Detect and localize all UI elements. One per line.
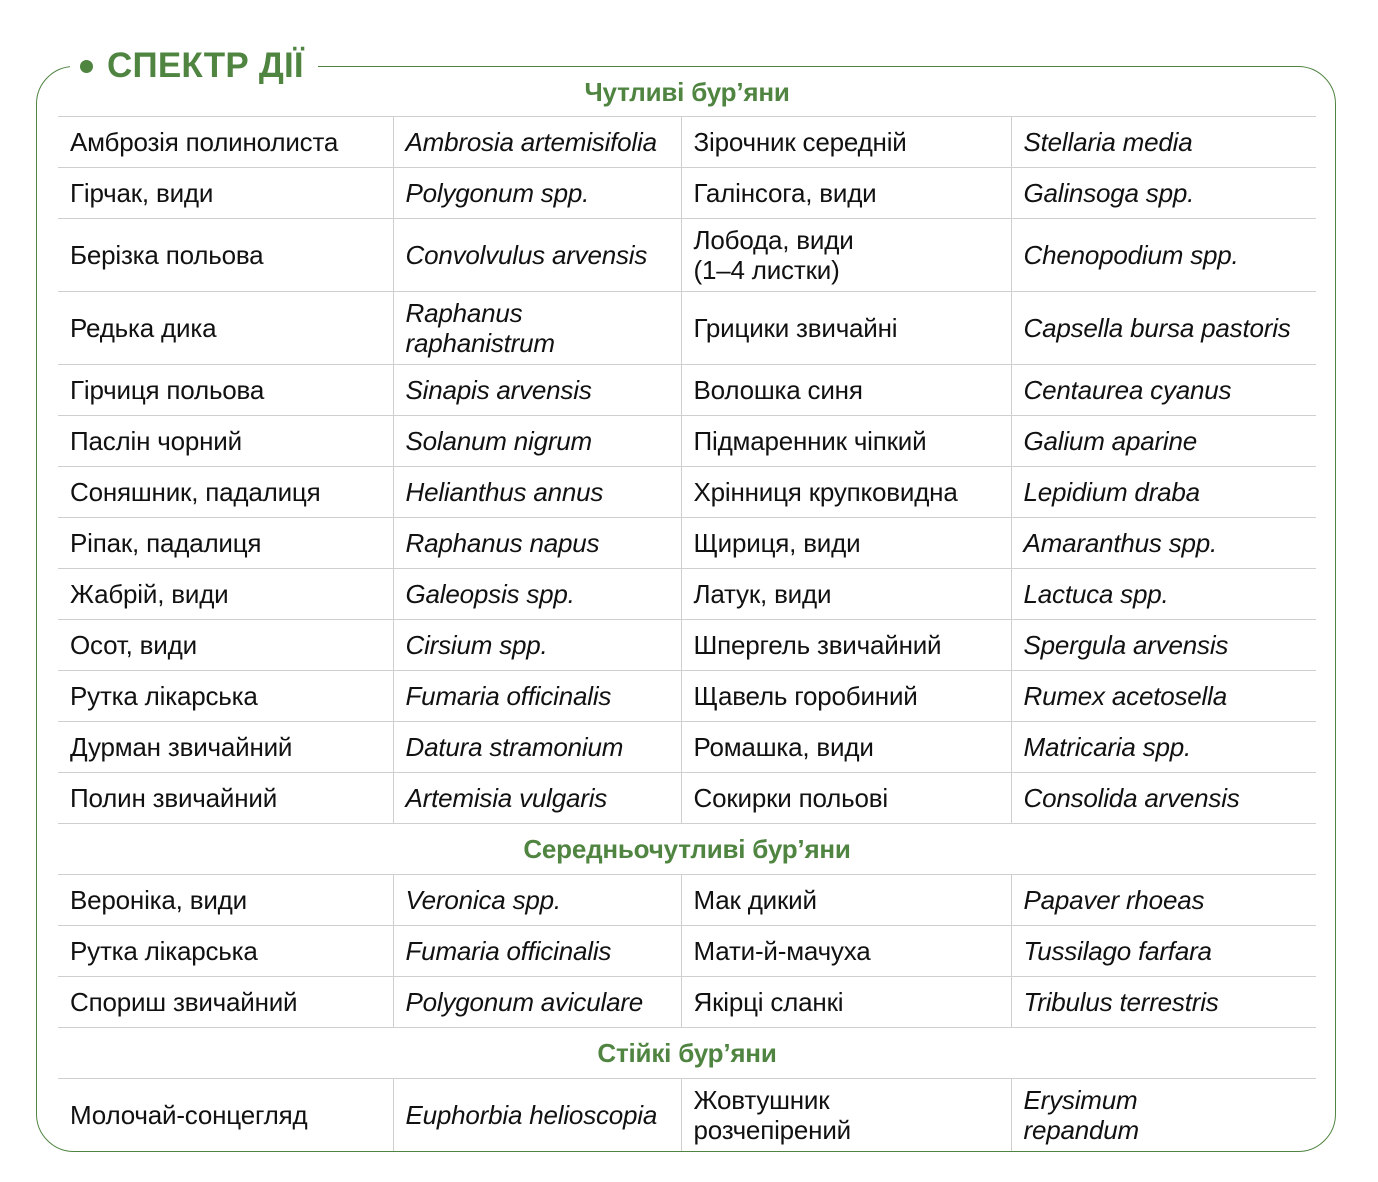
common-name-cell: Волошка синя	[681, 365, 1011, 416]
common-name-cell: Осот, види	[58, 620, 393, 671]
common-name-cell: Підмаренник чіпкий	[681, 416, 1011, 467]
table-row	[58, 117, 1316, 168]
table-row	[58, 875, 1316, 926]
table-row	[58, 292, 1316, 365]
latin-name-cell: Polygonum spp.	[393, 168, 681, 219]
section-header: Середньочутливі бур’яни	[58, 824, 1316, 875]
common-name-cell: Жовтушник розчепірений	[681, 1079, 1011, 1152]
common-name-cell: Берізка польова	[58, 219, 393, 292]
common-name-cell: Рутка лікарська	[58, 926, 393, 977]
common-name-cell: Щириця, види	[681, 518, 1011, 569]
latin-name-cell: Amaranthus spp.	[1011, 518, 1316, 569]
latin-name-cell: Tribulus terrestris	[1011, 977, 1316, 1028]
table-row	[58, 977, 1316, 1028]
table-row	[58, 416, 1316, 467]
common-name-cell: Паслін чорний	[58, 416, 393, 467]
latin-name-cell: Capsella bursa pastoris	[1011, 292, 1316, 365]
latin-name-cell: Raphanus napus	[393, 518, 681, 569]
common-name-cell: Рутка лікарська	[58, 671, 393, 722]
section-header: Стійкі бур’яни	[58, 1028, 1316, 1079]
common-name-cell: Ріпак, падалиця	[58, 518, 393, 569]
latin-name-cell: Consolida arvensis	[1011, 773, 1316, 824]
latin-name-cell: Papaver rhoeas	[1011, 875, 1316, 926]
common-name-cell: Дурман звичайний	[58, 722, 393, 773]
latin-name-cell: Galeopsis spp.	[393, 569, 681, 620]
common-name-cell: Полин звичайний	[58, 773, 393, 824]
latin-name-cell: Lactuca spp.	[1011, 569, 1316, 620]
table-row	[58, 168, 1316, 219]
table-row	[58, 926, 1316, 977]
latin-name-cell: Cirsium spp.	[393, 620, 681, 671]
common-name-cell: Амброзія полинолиста	[58, 117, 393, 168]
latin-name-cell: Convolvulus arvensis	[393, 219, 681, 292]
latin-name-cell: Fumaria officinalis	[393, 671, 681, 722]
table-row	[58, 671, 1316, 722]
table-row	[58, 219, 1316, 292]
latin-name-cell: Lepidium draba	[1011, 467, 1316, 518]
common-name-cell: Мак дикий	[681, 875, 1011, 926]
common-name-cell: Гірчак, види	[58, 168, 393, 219]
common-name-cell: Якірці сланкі	[681, 977, 1011, 1028]
common-name-cell: Щавель горобиний	[681, 671, 1011, 722]
latin-name-cell: Fumaria officinalis	[393, 926, 681, 977]
common-name-cell: Галінсога, види	[681, 168, 1011, 219]
latin-name-cell: Ambrosia artemisifolia	[393, 117, 681, 168]
table-row	[58, 1079, 1316, 1152]
latin-name-cell: Euphorbia helioscopia	[393, 1079, 681, 1152]
common-name-cell: Спориш звичайний	[58, 977, 393, 1028]
latin-name-cell: Artemisia vulgaris	[393, 773, 681, 824]
latin-name-cell: Raphanus raphanistrum	[393, 292, 681, 365]
table-row	[58, 365, 1316, 416]
table-row	[58, 722, 1316, 773]
table-row	[58, 569, 1316, 620]
common-name-cell: Вероніка, види	[58, 875, 393, 926]
latin-name-cell: Rumex acetosella	[1011, 671, 1316, 722]
latin-name-cell: Veronica spp.	[393, 875, 681, 926]
latin-name-cell: Galium aparine	[1011, 416, 1316, 467]
latin-name-cell: Chenopodium spp.	[1011, 219, 1316, 292]
table-row	[58, 773, 1316, 824]
page-title: СПЕКТР ДІЇ	[107, 46, 304, 85]
latin-name-cell: Sinapis arvensis	[393, 365, 681, 416]
common-name-cell: Жабрій, види	[58, 569, 393, 620]
latin-name-cell: Spergula arvensis	[1011, 620, 1316, 671]
table-row	[58, 467, 1316, 518]
common-name-cell: Редька дика	[58, 292, 393, 365]
common-name-cell: Сокирки польові	[681, 773, 1011, 824]
common-name-cell: Зірочник середній	[681, 117, 1011, 168]
table-row	[58, 518, 1316, 569]
latin-name-cell: Erysimum repandum	[1011, 1079, 1316, 1152]
section-header-row	[58, 68, 1316, 117]
latin-name-cell: Polygonum aviculare	[393, 977, 681, 1028]
section-header-row	[58, 1028, 1316, 1079]
common-name-cell: Гірчиця польова	[58, 365, 393, 416]
section-header: Чутливі бур’яни	[58, 68, 1316, 117]
common-name-cell: Грицики звичайні	[681, 292, 1011, 365]
common-name-cell: Соняшник, падалиця	[58, 467, 393, 518]
common-name-cell: Хрінниця крупковидна	[681, 467, 1011, 518]
common-name-cell: Лобода, види (1–4 листки)	[681, 219, 1011, 292]
latin-name-cell: Solanum nigrum	[393, 416, 681, 467]
weed-spectrum-table	[58, 68, 1316, 1151]
latin-name-cell: Tussilago farfara	[1011, 926, 1316, 977]
latin-name-cell: Datura stramonium	[393, 722, 681, 773]
latin-name-cell: Stellaria media	[1011, 117, 1316, 168]
common-name-cell: Шпергель звичайний	[681, 620, 1011, 671]
latin-name-cell: Galinsoga spp.	[1011, 168, 1316, 219]
section-header-row	[58, 824, 1316, 875]
common-name-cell: Латук, види	[681, 569, 1011, 620]
latin-name-cell: Centaurea cyanus	[1011, 365, 1316, 416]
common-name-cell: Молочай-сонцегляд	[70, 1100, 308, 1130]
latin-name-cell: Matricaria spp.	[1011, 722, 1316, 773]
table-row	[58, 620, 1316, 671]
common-name-cell: Мати-й-мачуха	[681, 926, 1011, 977]
common-name-cell: Ромашка, види	[681, 722, 1011, 773]
latin-name-cell: Helianthus annus	[393, 467, 681, 518]
